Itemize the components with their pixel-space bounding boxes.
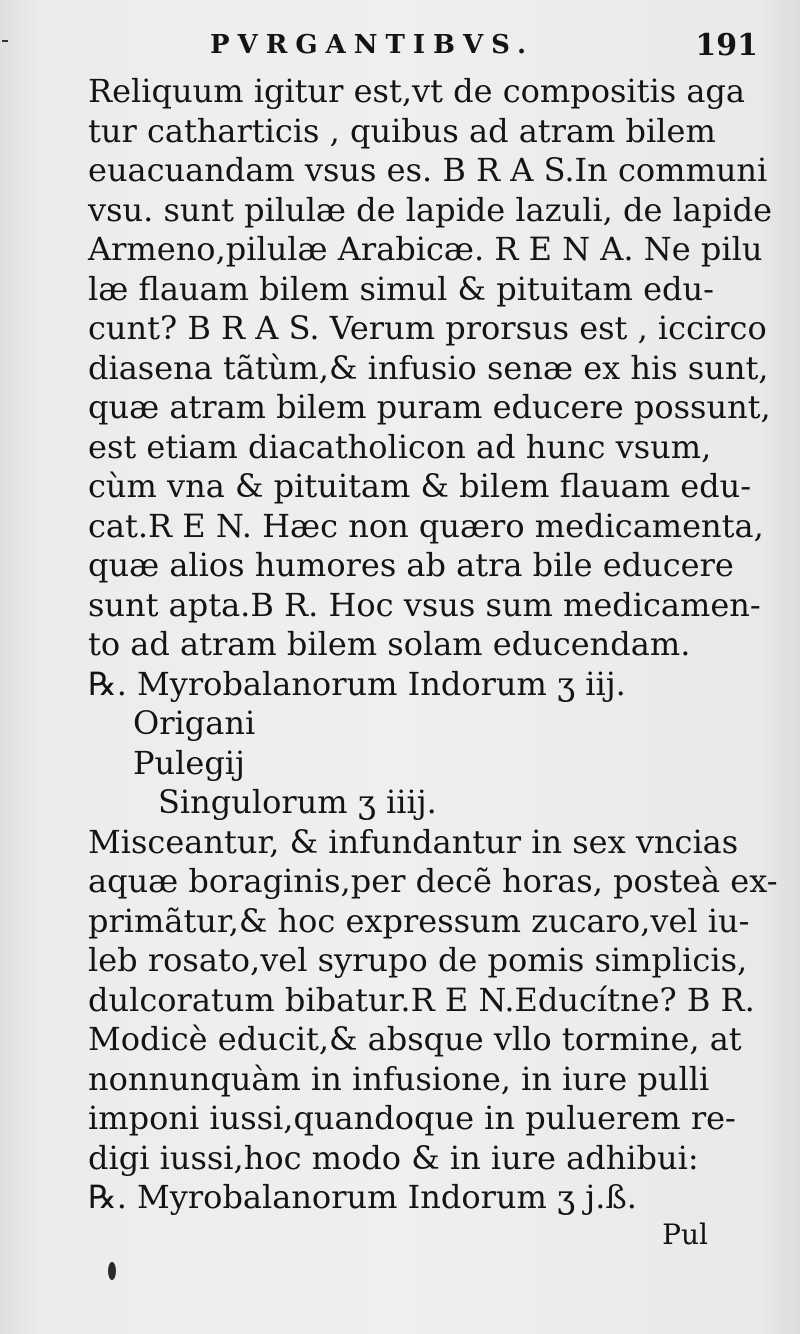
text-line: Misceantur, & infundantur in sex vncias (88, 822, 739, 861)
text-line: cunt? B R A S. Verum prorsus est , iccirco (88, 309, 767, 347)
ink-blot (108, 1262, 116, 1280)
running-head: PVRGANTIBVS. (210, 30, 535, 60)
text-line: quæ atram bilem puram educere possunt, (88, 388, 771, 426)
text-line: aquæ boraginis,per decẽ horas, posteà ex- (88, 862, 778, 900)
page-number: 191 (695, 28, 758, 63)
recipe-ingredient: Pulegij (133, 743, 245, 782)
text-line: primãtur,& hoc expressum zucaro,vel iu- (88, 901, 750, 940)
text-line: imponi iussi,quandoque in puluerem re- (88, 1099, 736, 1137)
text-line: dulcoratum bibatur.R E N.Educítne? B R. (88, 980, 755, 1019)
body-text (88, 72, 778, 1218)
text-line: euacuandam vsus es. B R A S.In communi (88, 151, 768, 189)
text-line: læ flauam bilem simul & pituitam edu- (88, 269, 714, 308)
recipe-line: ℞. Myrobalanorum Indorum ʒ j.ß. (88, 1178, 637, 1216)
text-line: cat.R E N. Hæc non quæro medicamenta, (88, 506, 764, 545)
margin-mark (2, 40, 8, 42)
text-line: tur catharticis , quibus ad atram bilem (88, 111, 716, 150)
recipe-line: ℞. Myrobalanorum Indorum ʒ iij. (88, 664, 626, 703)
text-line: Armeno,pilulæ Arabicæ. R E N A. Ne pilu (88, 230, 763, 268)
text-line: diasena tãtùm,& infusio senæ ex his sunt, (88, 348, 769, 387)
text-line: cùm vna & pituitam & bilem flauam edu- (88, 467, 752, 505)
text-line: est etiam diacatholicon ad hunc vsum, (88, 427, 712, 466)
text-line: quæ alios humores ab atra bile educere (88, 546, 734, 584)
text-line: sunt apta.B R. Hoc vsus sum medicamen- (88, 585, 761, 624)
text-line: Reliquum igitur est,vt de compositis aga (88, 72, 745, 110)
recipe-ingredient: Origani (133, 704, 256, 742)
text-line: to ad atram bilem solam educendam. (88, 625, 691, 663)
text-line: Modicè educit,& absque vllo tormine, at (88, 1020, 742, 1058)
catchword: Pul (662, 1218, 708, 1251)
recipe-quantity: Singulorum ʒ iiij. (158, 783, 437, 821)
page-header (210, 28, 758, 68)
text-line: vsu. sunt pilulæ de lapide lazuli, de lapide (88, 190, 773, 229)
text-line: leb rosato,vel syrupo de pomis simplicis, (88, 941, 748, 979)
text-line: digi iussi,hoc modo & in iure adhibui: (88, 1138, 699, 1177)
text-line: nonnunquàm in infusione, in iure pulli (88, 1059, 710, 1098)
